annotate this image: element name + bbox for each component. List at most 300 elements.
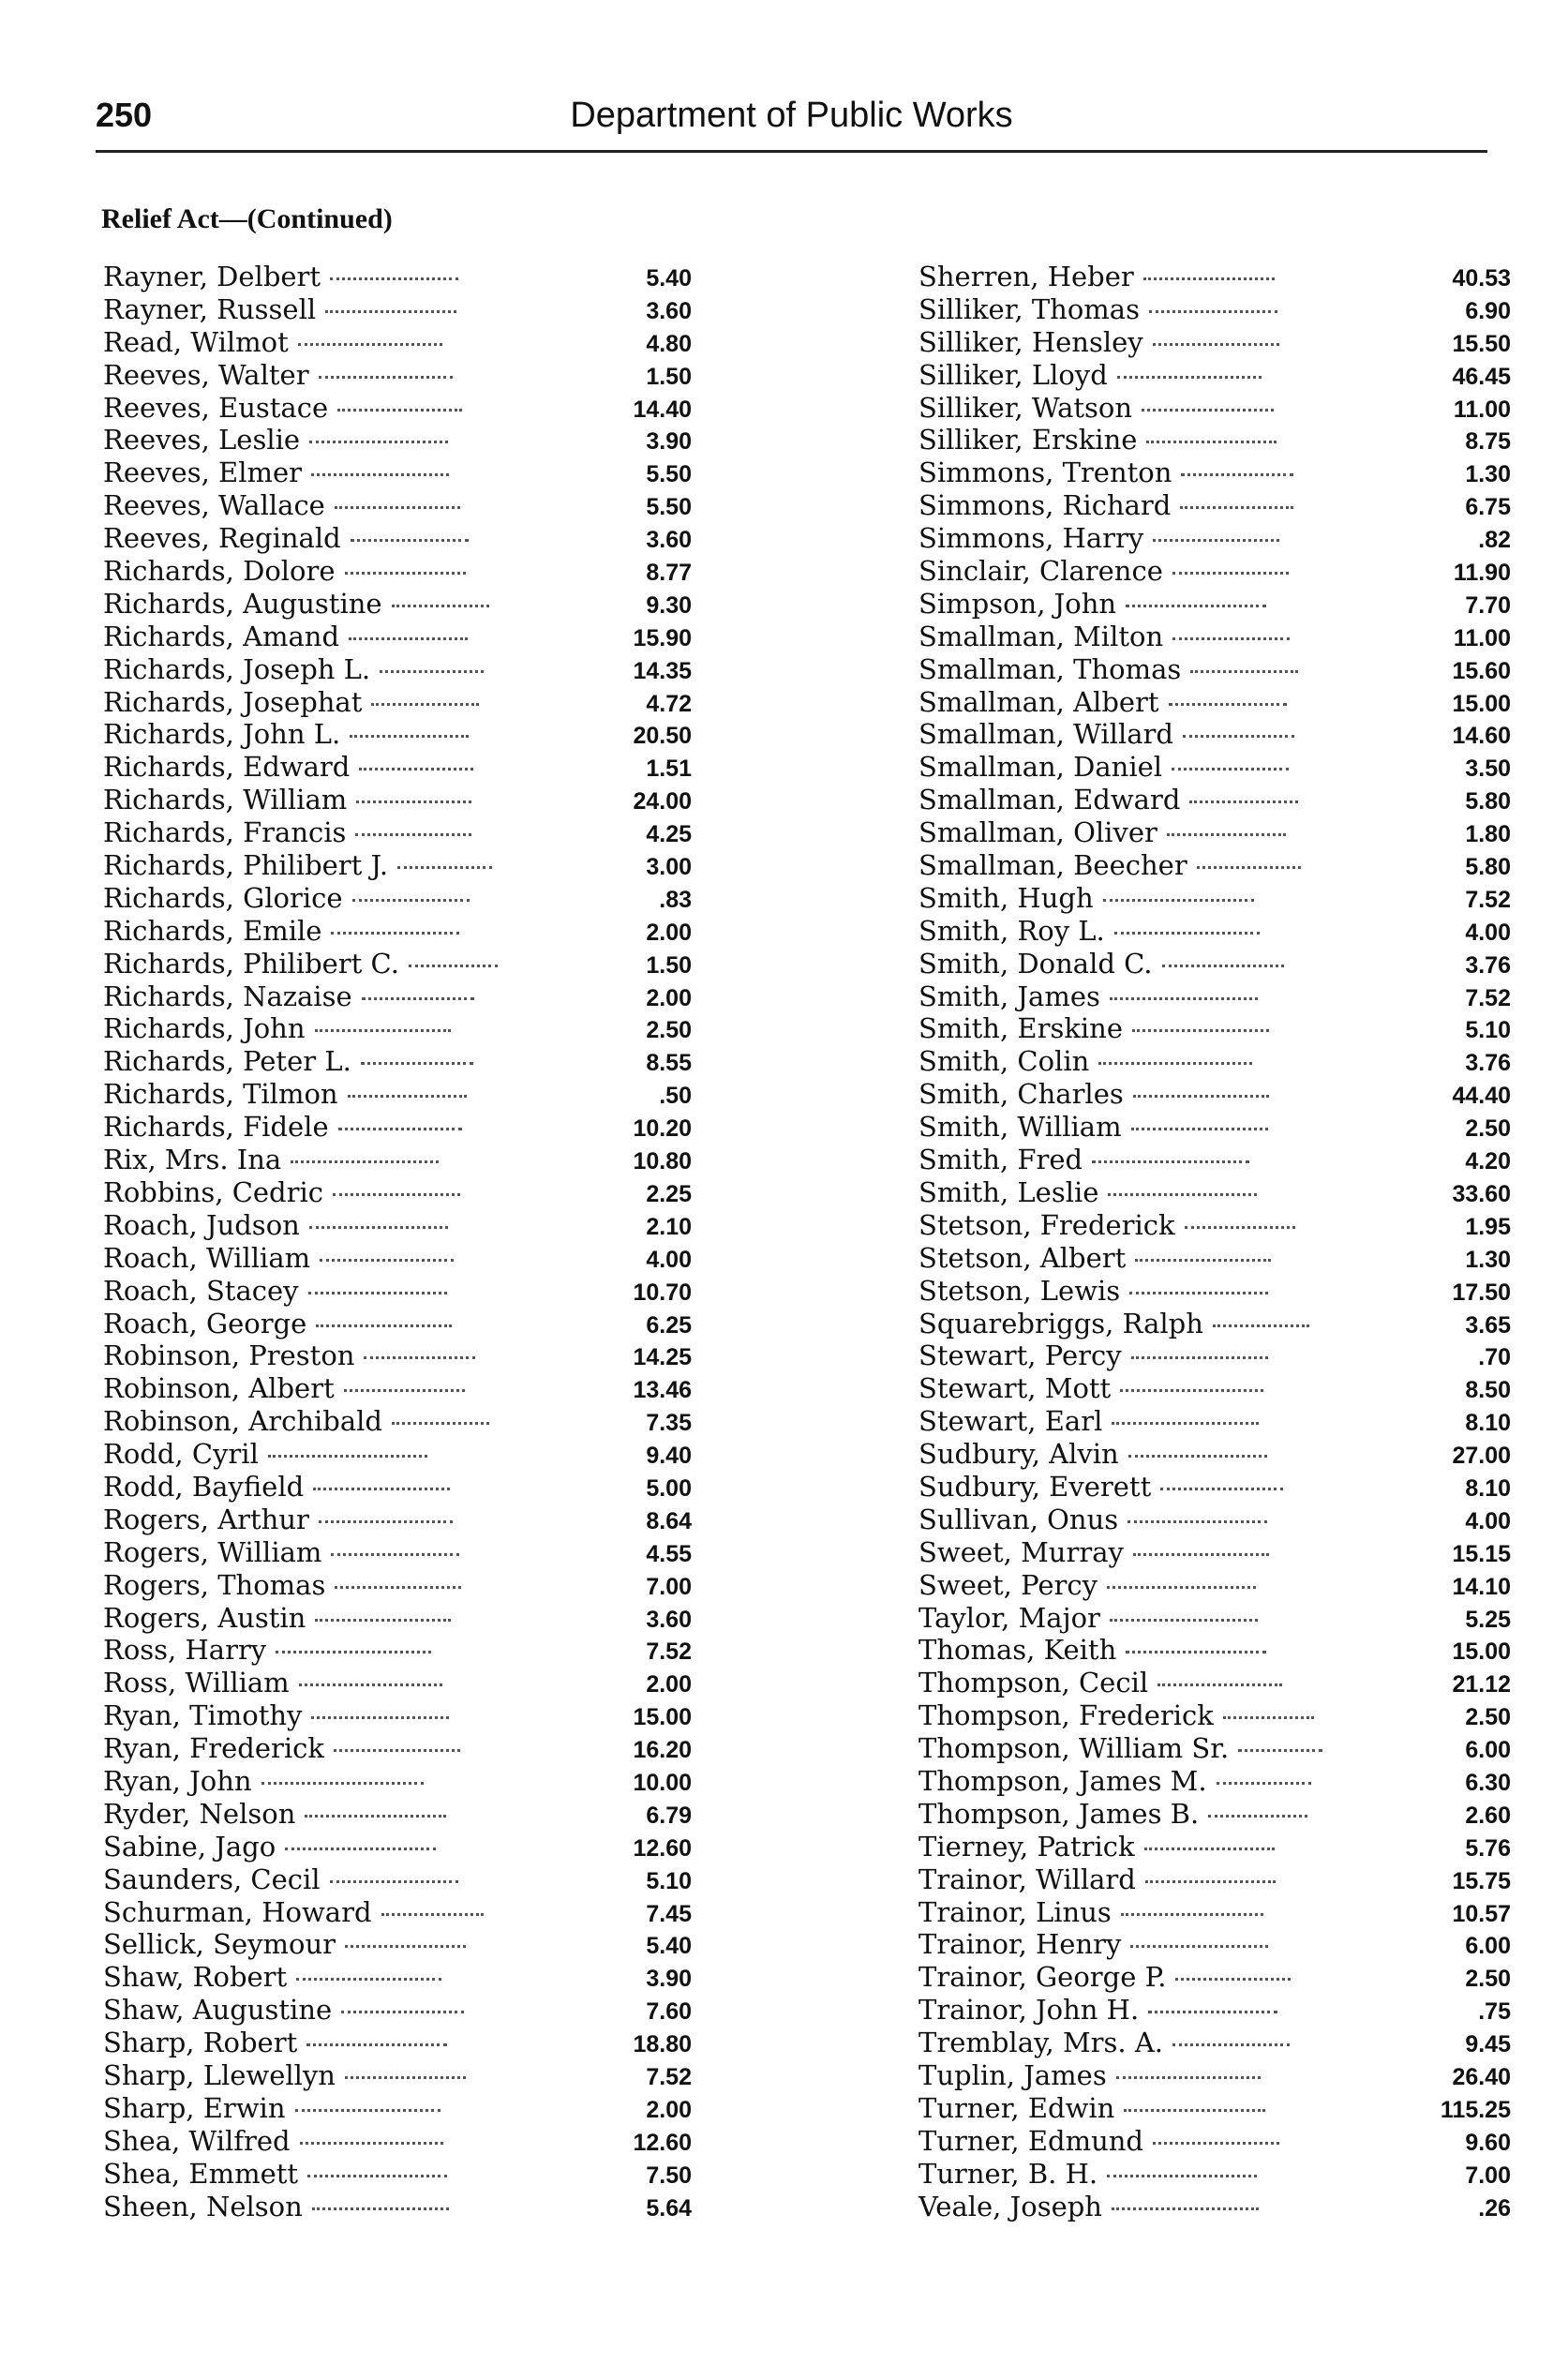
dot-leader bbox=[309, 441, 448, 443]
entry-amount: 8.55 bbox=[646, 1050, 692, 1077]
entry-name: Smith, Roy L. bbox=[918, 914, 1105, 947]
dot-leader bbox=[1112, 2207, 1259, 2210]
dot-leader bbox=[315, 1619, 451, 1622]
dot-leader bbox=[338, 1128, 463, 1130]
entry-name: Richards, Emile bbox=[103, 914, 322, 947]
entry-name: Sudbury, Everett bbox=[918, 1470, 1152, 1503]
list-item bbox=[918, 1372, 1511, 1405]
entry-name: Richards, Philibert J. bbox=[103, 849, 389, 882]
dot-leader bbox=[1127, 1520, 1266, 1523]
entry-amount: 6.25 bbox=[646, 1311, 693, 1339]
dot-leader bbox=[330, 1880, 458, 1883]
entry-name: Tremblay, Mrs. A. bbox=[918, 2027, 1163, 2059]
dot-leader bbox=[1197, 866, 1302, 869]
entry-name: Smith, Colin bbox=[918, 1045, 1090, 1078]
entry-amount: 17.50 bbox=[1452, 1279, 1512, 1306]
entry-name: Ryder, Nelson bbox=[103, 1797, 296, 1830]
dot-leader bbox=[291, 1160, 439, 1163]
dot-leader bbox=[320, 1259, 453, 1262]
dot-leader bbox=[1172, 2043, 1290, 2046]
dot-leader bbox=[392, 1422, 489, 1425]
entry-amount: 15.90 bbox=[633, 624, 693, 651]
list-item bbox=[918, 751, 1511, 784]
entry-amount: 4.00 bbox=[646, 1246, 692, 1273]
entry-name: Ross, Harry bbox=[103, 1634, 267, 1667]
list-item bbox=[918, 1765, 1511, 1798]
list-item bbox=[103, 1994, 692, 2027]
list-item bbox=[918, 1504, 1511, 1536]
entry-amount: 10.57 bbox=[1452, 1900, 1512, 1927]
list-item bbox=[918, 522, 1511, 555]
entry-amount: 8.10 bbox=[1465, 1474, 1512, 1502]
list-item bbox=[103, 621, 692, 653]
entry-amount: 21.12 bbox=[1452, 1671, 1512, 1698]
entry-amount: 26.40 bbox=[1452, 2063, 1511, 2090]
list-item bbox=[918, 489, 1511, 522]
entry-amount: 9.40 bbox=[646, 1443, 692, 1470]
entry-name: Saunders, Cecil bbox=[103, 1863, 321, 1895]
list-item bbox=[103, 555, 692, 588]
entry-name: Ryan, John bbox=[103, 1764, 252, 1797]
list-item bbox=[918, 980, 1511, 1013]
entry-amount: 6.30 bbox=[1465, 1769, 1511, 1796]
list-item bbox=[103, 1765, 692, 1798]
entry-amount: 4.20 bbox=[1465, 1148, 1511, 1175]
entry-amount: 2.50 bbox=[1465, 1115, 1511, 1143]
entry-amount: 2.00 bbox=[646, 919, 693, 946]
entry-name: Shaw, Robert bbox=[103, 1961, 288, 1994]
dot-leader bbox=[276, 1651, 431, 1653]
entry-amount: 3.90 bbox=[646, 428, 693, 456]
dot-leader bbox=[1149, 310, 1277, 313]
entry-amount: .50 bbox=[659, 1083, 692, 1110]
entry-amount: 7.60 bbox=[646, 1998, 693, 2026]
dot-leader bbox=[1180, 506, 1292, 509]
dot-leader bbox=[1172, 768, 1289, 771]
entry-amount: 5.64 bbox=[646, 2194, 693, 2222]
dot-leader bbox=[1133, 1553, 1270, 1556]
list-item bbox=[103, 653, 692, 686]
list-item bbox=[103, 1667, 692, 1699]
list-item bbox=[103, 2158, 692, 2191]
entry-name: Smallman, Milton bbox=[918, 620, 1164, 652]
entry-amount: 5.80 bbox=[1465, 854, 1511, 881]
dot-leader bbox=[344, 1389, 466, 1392]
entry-name: Richards, Fidele bbox=[103, 1111, 329, 1144]
list-item bbox=[103, 2191, 692, 2223]
entry-name: Trainor, Linus bbox=[918, 1895, 1112, 1928]
list-item bbox=[103, 2059, 692, 2092]
list-item bbox=[103, 1438, 692, 1471]
list-item bbox=[103, 261, 692, 293]
entry-name: Sabine, Jago bbox=[103, 1830, 276, 1863]
dot-leader bbox=[1107, 2175, 1256, 2177]
dot-leader bbox=[312, 2207, 450, 2210]
list-item bbox=[918, 1438, 1511, 1471]
list-item bbox=[918, 1111, 1511, 1144]
entry-amount: 2.50 bbox=[1465, 1966, 1512, 1993]
list-item bbox=[918, 784, 1511, 816]
dot-leader bbox=[364, 1356, 475, 1359]
entry-name: Shea, Wilfred bbox=[103, 2124, 291, 2157]
dot-leader bbox=[298, 343, 442, 346]
entry-name: Richards, Philibert C. bbox=[103, 947, 399, 980]
list-item bbox=[918, 1012, 1511, 1045]
dot-leader bbox=[1172, 637, 1289, 640]
list-item bbox=[918, 2059, 1511, 2092]
entry-amount: 27.00 bbox=[1452, 1443, 1512, 1470]
entry-name: Robinson, Archibald bbox=[103, 1405, 382, 1438]
entry-amount: 3.00 bbox=[646, 854, 693, 881]
list-item bbox=[918, 2191, 1511, 2223]
entry-name: Reeves, Reginald bbox=[103, 522, 341, 555]
dot-leader bbox=[359, 768, 472, 771]
dot-leader bbox=[1190, 670, 1298, 673]
list-item bbox=[918, 392, 1511, 425]
entry-name: Rogers, Austin bbox=[103, 1601, 306, 1634]
dot-leader bbox=[371, 703, 479, 706]
dot-leader bbox=[1130, 1945, 1268, 1948]
dot-leader bbox=[1217, 1782, 1311, 1785]
list-item bbox=[918, 1045, 1511, 1078]
list-item bbox=[103, 1176, 692, 1209]
entry-name: Smallman, Daniel bbox=[918, 751, 1163, 784]
dot-leader bbox=[345, 572, 466, 575]
entry-amount: 14.40 bbox=[633, 396, 693, 423]
list-item bbox=[103, 686, 692, 719]
list-item bbox=[918, 1275, 1511, 1308]
list-item bbox=[918, 948, 1511, 980]
entry-name: Stewart, Percy bbox=[918, 1339, 1122, 1372]
entry-amount: 11.00 bbox=[1453, 396, 1512, 423]
entry-amount: 6.00 bbox=[1465, 1737, 1512, 1764]
entry-amount: .70 bbox=[1478, 1344, 1512, 1371]
entry-amount: 1.30 bbox=[1465, 461, 1511, 488]
dot-leader bbox=[1131, 1128, 1269, 1130]
dot-leader bbox=[1128, 1455, 1267, 1458]
entry-name: Thompson, Cecil bbox=[918, 1667, 1149, 1699]
dot-leader bbox=[308, 1292, 448, 1294]
entry-name: Shaw, Augustine bbox=[103, 1994, 333, 2027]
list-item bbox=[918, 1896, 1511, 1929]
dot-leader bbox=[352, 899, 470, 902]
list-item bbox=[918, 1209, 1511, 1242]
entry-name: Squarebriggs, Ralph bbox=[918, 1307, 1203, 1339]
entry-amount: 3.76 bbox=[1465, 951, 1511, 979]
list-item bbox=[103, 915, 692, 948]
entry-amount: 7.52 bbox=[646, 1638, 692, 1666]
entry-amount: 46.45 bbox=[1452, 363, 1512, 390]
dot-leader bbox=[1153, 343, 1279, 346]
entry-amount: 3.90 bbox=[646, 1966, 693, 1993]
entry-amount: 2.25 bbox=[646, 1180, 692, 1207]
entry-amount: 5.25 bbox=[1465, 1606, 1512, 1633]
dot-leader bbox=[319, 1520, 453, 1523]
page-number: 250 bbox=[96, 96, 153, 134]
list-item bbox=[103, 882, 692, 915]
dot-leader bbox=[309, 1226, 448, 1229]
dot-leader bbox=[1142, 409, 1274, 411]
dot-leader bbox=[392, 605, 489, 607]
dot-leader bbox=[305, 1815, 445, 1818]
entry-name: Smallman, Oliver bbox=[918, 816, 1157, 849]
entry-name: Schurman, Howard bbox=[103, 1895, 372, 1928]
list-item bbox=[103, 1209, 692, 1242]
entry-name: Ryan, Frederick bbox=[103, 1732, 324, 1765]
entry-amount: 9.30 bbox=[646, 591, 693, 619]
entry-name: Trainor, George P. bbox=[918, 1961, 1167, 1994]
entry-name: Read, Wilmot bbox=[103, 325, 289, 358]
dot-leader bbox=[1162, 965, 1284, 967]
list-item bbox=[103, 359, 692, 392]
entry-name: Turner, Edmund bbox=[918, 2124, 1143, 2157]
entry-name: Rix, Mrs. Ina bbox=[103, 1144, 282, 1176]
entry-amount: 3.60 bbox=[646, 297, 692, 324]
entry-amount: 15.00 bbox=[1452, 690, 1512, 717]
list-item bbox=[103, 2092, 692, 2125]
entry-amount: 9.60 bbox=[1465, 2129, 1511, 2156]
entry-amount: .75 bbox=[1478, 1998, 1511, 2026]
dot-leader bbox=[1135, 1259, 1270, 1262]
entry-amount: 14.25 bbox=[633, 1344, 693, 1371]
entry-amount: 9.45 bbox=[1465, 2031, 1511, 2058]
dot-leader bbox=[1126, 605, 1265, 607]
list-item bbox=[103, 1045, 692, 1078]
entry-name: Richards, Edward bbox=[103, 751, 351, 784]
entry-amount: 8.75 bbox=[1465, 428, 1512, 456]
entry-name: Silliker, Erskine bbox=[918, 424, 1138, 456]
dot-leader bbox=[1132, 1029, 1269, 1032]
entry-name: Reeves, Elmer bbox=[103, 456, 302, 489]
entry-name: Rodd, Bayfield bbox=[103, 1470, 305, 1503]
dot-leader bbox=[1131, 1356, 1269, 1359]
entry-amount: 10.70 bbox=[633, 1279, 693, 1306]
entry-name: Tierney, Patrick bbox=[918, 1830, 1135, 1863]
list-item bbox=[103, 588, 692, 621]
entry-name: Richards, Nazaise bbox=[103, 980, 352, 1012]
entry-name: Taylor, Major bbox=[918, 1601, 1100, 1634]
entry-name: Robbins, Cedric bbox=[103, 1175, 323, 1208]
entry-name: Smith, James bbox=[918, 980, 1100, 1012]
section-title: Relief Act—(Continued) bbox=[101, 203, 393, 234]
entry-name: Smith, Erskine bbox=[918, 1012, 1124, 1045]
list-item bbox=[918, 1831, 1511, 1863]
list-item bbox=[103, 784, 692, 816]
dot-leader bbox=[1126, 1651, 1265, 1653]
dot-leader bbox=[348, 1095, 468, 1098]
dot-leader bbox=[1175, 1978, 1291, 1981]
entry-amount: 15.15 bbox=[1452, 1540, 1511, 1567]
entry-name: Sellick, Seymour bbox=[103, 1928, 336, 1961]
entry-amount: 7.52 bbox=[1465, 984, 1511, 1011]
list-item bbox=[918, 555, 1511, 588]
list-item bbox=[103, 2027, 692, 2059]
list-item bbox=[918, 1536, 1511, 1569]
list-item bbox=[918, 1308, 1511, 1340]
entry-amount: 8.10 bbox=[1465, 1410, 1512, 1437]
entry-name: Reeves, Eustace bbox=[103, 391, 329, 424]
dot-leader bbox=[331, 932, 458, 935]
dot-leader bbox=[1153, 2142, 1279, 2145]
dot-leader bbox=[330, 277, 458, 280]
dot-leader bbox=[1114, 932, 1261, 935]
dot-leader bbox=[1092, 1160, 1248, 1163]
list-item bbox=[918, 621, 1511, 653]
entry-name: Trainor, John H. bbox=[918, 1994, 1140, 2027]
list-item bbox=[918, 816, 1511, 849]
entry-amount: 4.25 bbox=[646, 821, 693, 848]
entry-amount: 18.80 bbox=[633, 2031, 693, 2058]
dot-leader bbox=[1108, 1193, 1257, 1196]
dot-leader bbox=[1213, 1324, 1309, 1327]
entry-amount: 2.00 bbox=[646, 984, 692, 1011]
list-item bbox=[918, 882, 1511, 915]
entry-amount: 3.60 bbox=[646, 527, 693, 554]
entry-name: Trainor, Henry bbox=[918, 1928, 1122, 1961]
entry-amount: 10.80 bbox=[633, 1148, 693, 1175]
entry-amount: 7.50 bbox=[646, 2162, 693, 2189]
entry-name: Thompson, William Sr. bbox=[918, 1732, 1230, 1765]
entry-amount: 5.76 bbox=[1465, 1834, 1511, 1862]
entry-name: Smallman, Willard bbox=[918, 718, 1173, 751]
entry-name: Ryan, Timothy bbox=[103, 1699, 303, 1732]
list-item bbox=[103, 456, 692, 489]
list-item bbox=[918, 1602, 1511, 1635]
list-item bbox=[103, 980, 692, 1013]
entry-name: Stewart, Mott bbox=[918, 1372, 1112, 1405]
entry-amount: 1.51 bbox=[646, 756, 692, 783]
dot-leader bbox=[1223, 1716, 1315, 1719]
entry-name: Stetson, Lewis bbox=[918, 1274, 1121, 1307]
list-item bbox=[103, 1144, 692, 1176]
list-item bbox=[103, 1798, 692, 1831]
dot-leader bbox=[325, 310, 455, 313]
list-item bbox=[103, 1634, 692, 1667]
list-item bbox=[918, 1928, 1511, 1961]
entry-name: Turner, Edwin bbox=[918, 2091, 1115, 2124]
entry-name: Smallman, Beecher bbox=[918, 849, 1187, 882]
list-item bbox=[103, 1078, 692, 1111]
entry-amount: 11.90 bbox=[1453, 560, 1511, 587]
entry-amount: 5.00 bbox=[646, 1474, 692, 1502]
entry-name: Robinson, Preston bbox=[103, 1339, 355, 1372]
entry-name: Smith, William bbox=[918, 1111, 1122, 1144]
entry-amount: 4.00 bbox=[1465, 919, 1511, 946]
dot-leader bbox=[381, 1913, 485, 1916]
dot-leader bbox=[1169, 703, 1288, 706]
list-item bbox=[918, 1471, 1511, 1504]
dot-leader bbox=[1144, 1848, 1276, 1850]
list-item bbox=[918, 456, 1511, 489]
list-item bbox=[103, 1308, 692, 1340]
dot-leader bbox=[1110, 1619, 1258, 1622]
entry-amount: 8.77 bbox=[646, 560, 693, 587]
entry-name: Richards, Glorice bbox=[103, 881, 343, 914]
list-item bbox=[918, 588, 1511, 621]
dot-leader bbox=[1185, 1226, 1295, 1229]
right-column bbox=[918, 261, 1511, 2222]
entry-name: Stewart, Earl bbox=[918, 1405, 1103, 1438]
dot-leader bbox=[1124, 2109, 1264, 2112]
entry-name: Smith, Leslie bbox=[918, 1175, 1099, 1208]
entry-name: Sudbury, Alvin bbox=[918, 1438, 1119, 1471]
dot-leader bbox=[335, 506, 461, 509]
entry-amount: 44.40 bbox=[1452, 1083, 1511, 1110]
entry-amount: 5.40 bbox=[646, 1933, 693, 1960]
list-item bbox=[918, 718, 1511, 751]
dot-leader bbox=[1189, 800, 1297, 803]
entry-amount: 7.52 bbox=[1465, 886, 1511, 913]
list-item bbox=[103, 1339, 692, 1372]
dot-leader bbox=[356, 800, 471, 803]
entry-amount: 3.50 bbox=[1465, 756, 1512, 783]
dot-leader bbox=[1238, 1749, 1322, 1752]
list-item bbox=[918, 1569, 1511, 1602]
entry-name: Rogers, Thomas bbox=[103, 1568, 326, 1601]
list-item bbox=[103, 1012, 692, 1045]
entry-amount: 13.46 bbox=[633, 1377, 693, 1404]
dot-leader bbox=[362, 997, 474, 1000]
list-item bbox=[103, 849, 692, 882]
entry-name: Sheen, Nelson bbox=[103, 2190, 303, 2222]
entry-amount: 7.35 bbox=[646, 1410, 692, 1437]
dot-leader bbox=[300, 2142, 443, 2145]
entry-amount: 10.20 bbox=[633, 1115, 692, 1143]
entry-name: Silliker, Thomas bbox=[918, 292, 1140, 325]
dot-leader bbox=[268, 1455, 427, 1458]
entry-name: Shea, Emmett bbox=[103, 2157, 299, 2190]
entry-name: Trainor, Willard bbox=[918, 1863, 1136, 1895]
dot-leader bbox=[316, 1324, 451, 1327]
list-item bbox=[103, 1732, 692, 1765]
dot-leader bbox=[261, 1782, 425, 1785]
entry-amount: 7.45 bbox=[646, 1900, 692, 1927]
list-item bbox=[918, 1798, 1511, 1831]
list-item bbox=[103, 751, 692, 784]
dot-leader bbox=[319, 376, 453, 379]
dot-leader bbox=[313, 1488, 450, 1490]
dot-leader bbox=[333, 1193, 460, 1196]
entry-name: Silliker, Lloyd bbox=[918, 358, 1108, 391]
dot-leader bbox=[311, 1716, 449, 1719]
entry-name: Richards, Amand bbox=[103, 620, 340, 652]
entry-amount: 3.60 bbox=[646, 1606, 692, 1633]
entry-amount: 6.00 bbox=[1465, 1933, 1511, 1960]
list-item bbox=[918, 359, 1511, 392]
dot-leader bbox=[341, 2011, 464, 2013]
dot-leader bbox=[1172, 572, 1290, 575]
dot-leader bbox=[397, 866, 492, 869]
entry-name: Richards, William bbox=[103, 784, 348, 816]
entry-amount: 15.00 bbox=[1452, 1638, 1511, 1666]
entry-name: Richards, Dolore bbox=[103, 555, 336, 588]
entry-amount: 6.75 bbox=[1465, 494, 1511, 521]
dot-leader bbox=[345, 1945, 466, 1948]
entry-amount: 15.50 bbox=[1452, 330, 1511, 357]
entry-amount: 5.50 bbox=[646, 461, 692, 488]
entry-amount: 1.50 bbox=[646, 951, 693, 979]
dot-leader bbox=[350, 735, 468, 738]
entry-amount: 7.00 bbox=[646, 1573, 693, 1600]
list-item bbox=[103, 1928, 692, 1961]
entry-name: Silliker, Hensley bbox=[918, 325, 1143, 358]
dot-leader bbox=[355, 833, 470, 836]
dot-leader bbox=[337, 409, 462, 411]
entry-name: Tuplin, James bbox=[918, 2058, 1107, 2091]
dot-leader bbox=[1121, 1913, 1263, 1916]
dot-leader bbox=[299, 1683, 443, 1686]
page-header bbox=[96, 94, 1487, 153]
